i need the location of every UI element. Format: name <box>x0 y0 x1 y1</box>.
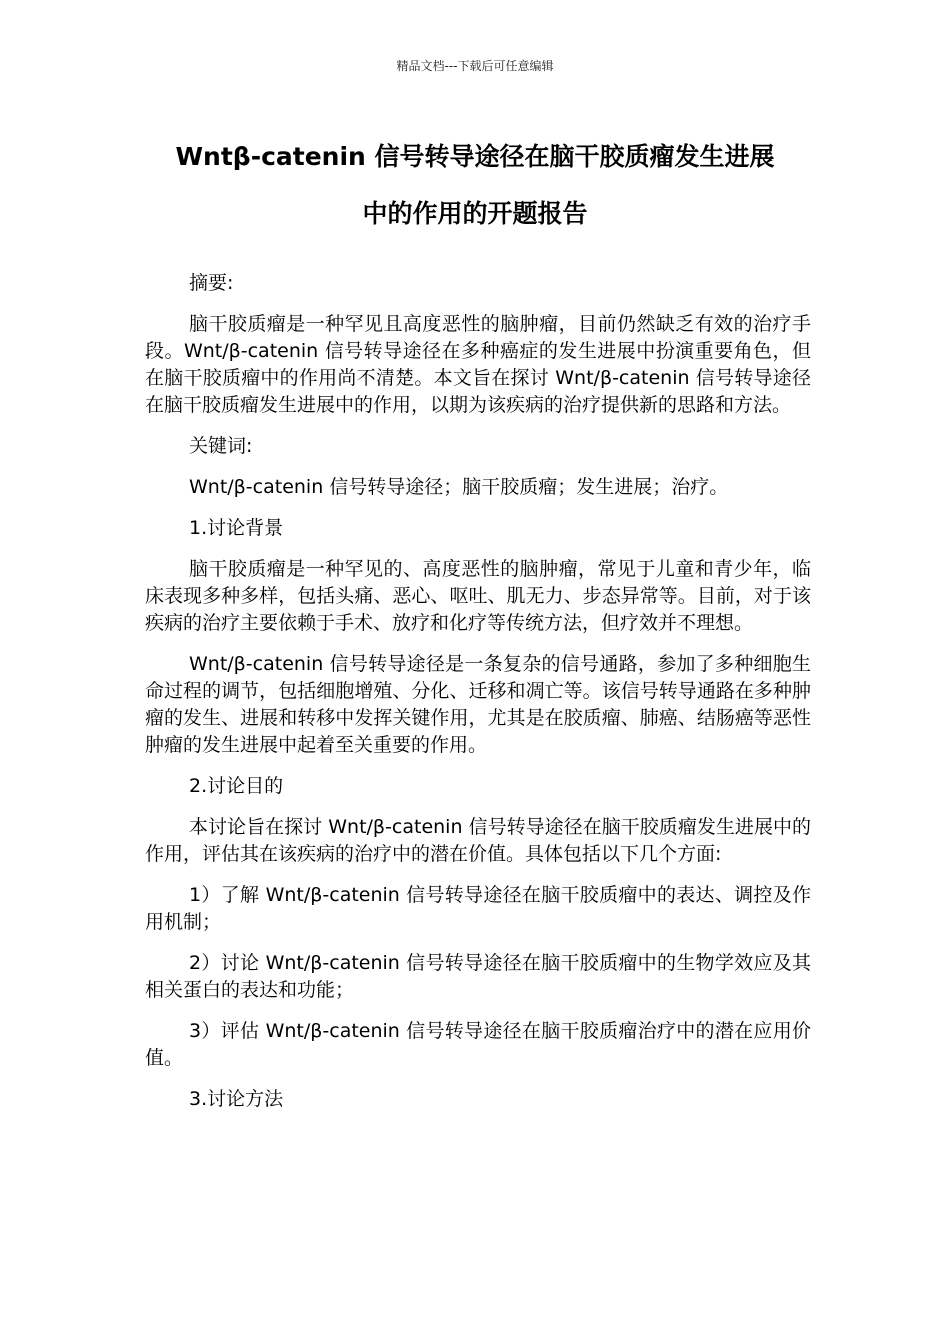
purpose-paragraph: 本讨论旨在探讨 Wnt/β-catenin 信号转导途径在脑干胶质瘤发生进展中的作用，评估其在该疾病的治疗中的潜在价值。具体包括以下几个方面: <box>145 816 811 865</box>
title-line-1: Wntβ-catenin 信号转导途径在脑干胶质瘤发生进展 <box>175 142 775 171</box>
background-paragraph-1: 脑干胶质瘤是一种罕见的、高度恶性的脑肿瘤，常见于儿童和青少年，临床表现多种多样，包括头痛、恶心、呕吐、肌无力、步态异常等。目前，对于该疾病的治疗主要依赖于手术、放疗和化疗等传统方法，但疗效并不理想。 <box>145 558 811 634</box>
purpose-item-1: 1）了解 Wnt/β-catenin 信号转导途径在脑干胶质瘤中的表达、调控及作用机制； <box>145 884 811 933</box>
purpose-item-3: 3）评估 Wnt/β-catenin 信号转导途径在脑干胶质瘤治疗中的潜在应用价值。 <box>145 1020 811 1069</box>
section-heading-background: 1.讨论背景 <box>189 517 284 539</box>
section-heading-methods: 3.讨论方法 <box>189 1088 284 1110</box>
title-line-2: 中的作用的开题报告 <box>362 199 588 228</box>
document-title <box>120 128 830 242</box>
document-body <box>145 270 811 1127</box>
background-paragraph-2: Wnt/β-catenin 信号转导途径是一条复杂的信号通路，参加了多种细胞生命过程的调节，包括细胞增殖、分化、迁移和凋亡等。该信号转导通路在多种肿瘤的发生、进展和转移中发挥关键作用，尤其是在胶质瘤、肺癌、结肠癌等恶性肿瘤的发生进展中起着至关重要的作用。 <box>145 653 811 756</box>
purpose-item-2: 2）讨论 Wnt/β-catenin 信号转导途径在脑干胶质瘤中的生物学效应及其相关蛋白的表达和功能； <box>145 952 811 1001</box>
abstract-heading: 摘要: <box>189 272 234 294</box>
section-heading-purpose: 2.讨论目的 <box>189 775 284 797</box>
keywords-heading: 关键词: <box>189 435 253 457</box>
page-header: 精品文档---下载后可任意编辑 <box>396 59 554 73</box>
keywords-paragraph: Wnt/β-catenin 信号转导途径；脑干胶质瘤；发生进展；治疗。 <box>189 476 729 498</box>
abstract-paragraph: 脑干胶质瘤是一种罕见且高度恶性的脑肿瘤，目前仍然缺乏有效的治疗手段。Wnt/β-catenin 信号转导途径在多种癌症的发生进展中扮演重要角色，但在脑干胶质瘤中的作用尚不清楚。本文旨在探讨 Wnt/β-catenin 信号转导途径在脑干胶质瘤发生进展中的作用，以期为该疾病的治疗提供新的思路和方法。 <box>145 313 811 416</box>
